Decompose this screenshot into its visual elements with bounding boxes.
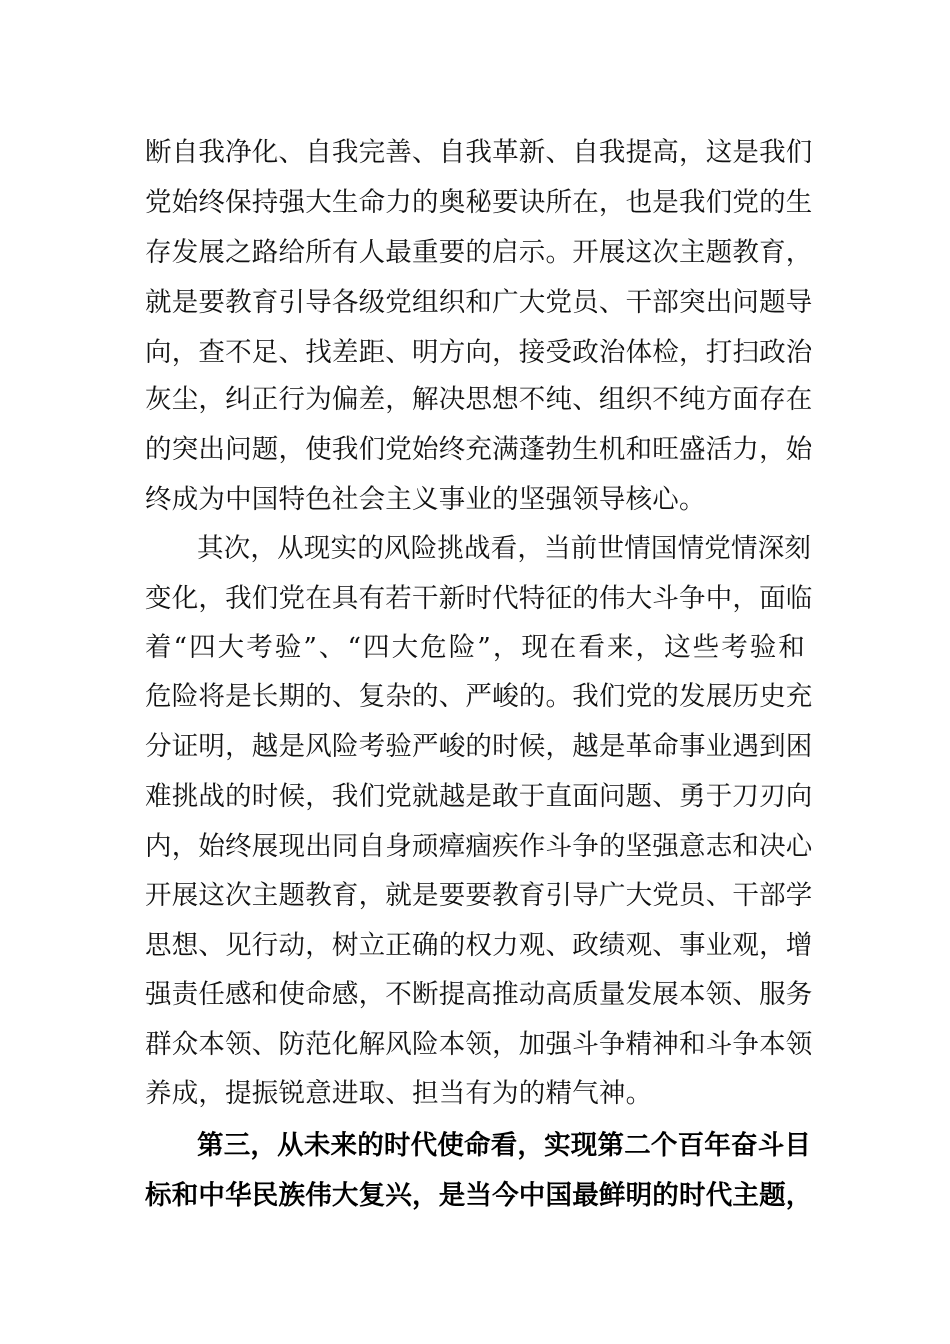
- text-line: 的突出问题，使我们党始终充满蓬勃生机和旺盛活力，始: [145, 434, 813, 465]
- paragraph-first-line: 其次，从现实的风险挑战看，当前世情国情党情深刻: [197, 533, 812, 564]
- text-line: 终成为中国特色社会主义事业的坚强领导核心。: [145, 484, 706, 515]
- text-line: 分证明，越是风险考验严峻的时候，越是革命事业遇到困: [145, 731, 813, 762]
- text-line: 危险将是长期的、复杂的、严峻的。我们党的发展历史充: [145, 681, 813, 712]
- bold-paragraph-first-line: 第三，从未来的时代使命看，实现第二个百年奋斗目: [197, 1130, 812, 1161]
- text-line: 存发展之路给所有人最重要的启示。开展这次主题教育，: [145, 237, 813, 268]
- text-line: 内，始终展现出同自身顽瘴痼疾作斗争的坚强意志和决心: [145, 831, 813, 862]
- text-line: 着“四大考验”、“四大危险”，现在看来，这些考验和: [145, 632, 805, 663]
- text-line: 变化，我们党在具有若干新时代特征的伟大斗争中，面临: [145, 583, 813, 614]
- text-line: 群众本领、防范化解风险本领，加强斗争精神和斗争本领: [145, 1029, 813, 1060]
- text-line: 就是要教育引导各级党组织和广大党员、干部突出问题导: [145, 287, 813, 318]
- text-line: 党始终保持强大生命力的奥秘要诀所在，也是我们党的生: [145, 187, 813, 218]
- text-line: 开展这次主题教育，就是要要教育引导广大党员、干部学: [145, 880, 813, 911]
- text-line: 思想、见行动，树立正确的权力观、政绩观、事业观，增: [145, 930, 813, 961]
- text-line: 难挑战的时候，我们党就越是敢于直面问题、勇于刀刃向: [145, 781, 813, 812]
- bold-text-line: 标和中华民族伟大复兴，是当今中国最鲜明的时代主题，: [145, 1180, 813, 1211]
- text-line: 断自我净化、自我完善、自我革新、自我提高，这是我们: [145, 137, 813, 168]
- text-line: 养成，提振锐意进取、担当有为的精气神。: [145, 1078, 653, 1109]
- text-line: 向，查不足、找差距、明方向，接受政治体检，打扫政治: [145, 337, 813, 368]
- text-line: 强责任感和使命感，不断提高推动高质量发展本领、服务: [145, 979, 813, 1010]
- text-line: 灰尘，纠正行为偏差，解决思想不纯、组织不纯方面存在: [145, 384, 813, 415]
